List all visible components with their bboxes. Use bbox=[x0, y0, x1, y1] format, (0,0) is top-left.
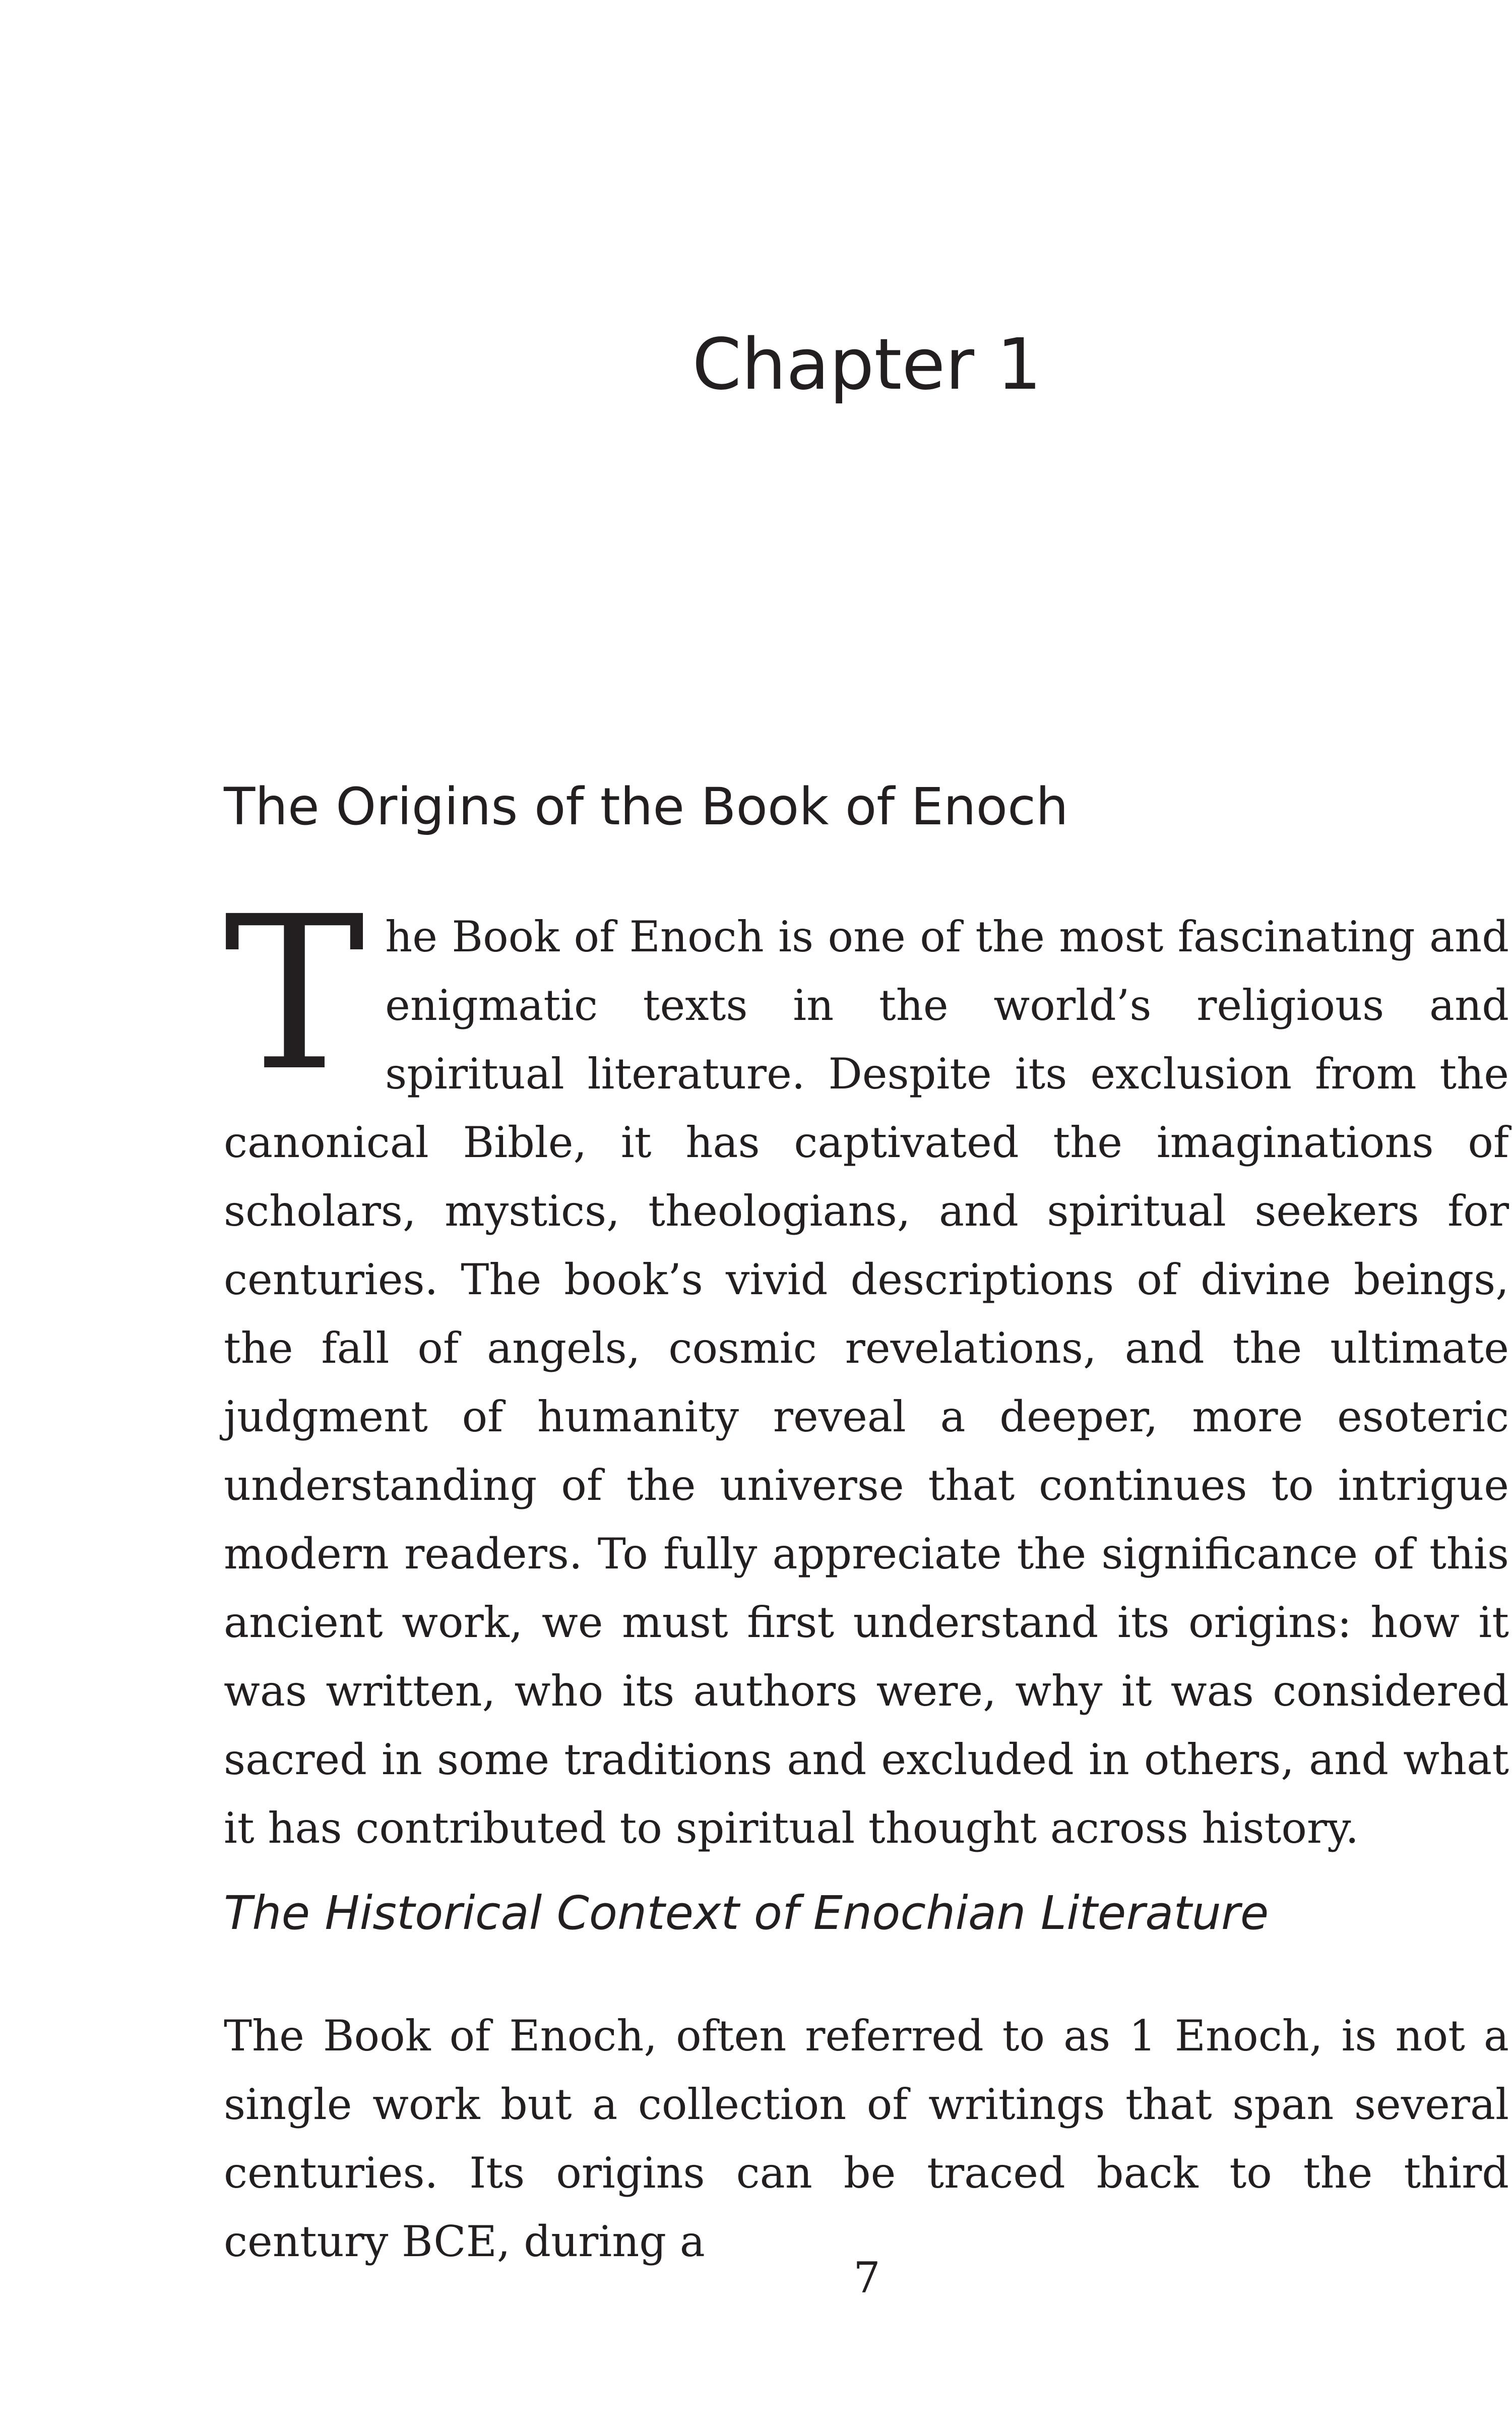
drop-cap-letter: T bbox=[224, 871, 365, 1118]
section-heading: The Origins of the Book of Enoch bbox=[224, 777, 1068, 837]
chapter-title: Chapter 1 bbox=[692, 324, 1042, 406]
subsection-heading: The Historical Context of Enochian Literature bbox=[224, 1886, 1269, 1940]
page-number: 7 bbox=[853, 2253, 880, 2303]
intro-paragraph bbox=[224, 871, 1509, 1862]
historical-context-paragraph: The Book of Enoch, often referred to as 1 Enoch, is not a single work but a collection of writings that span several centuries. Its origins can be traced back to the third century BCE, during a bbox=[224, 2011, 1509, 2266]
intro-paragraph-text: he Book of Enoch is one of the most fascinating and enigmatic texts in the world’s religious and spiritual literature. Despite its exclusion from the canonical Bible, it has captivated the imaginations of scholars, mystics, theologians, and spiritual seekers for centuries. The book’s vivid descriptions of divine beings, the fall of angels, cosmic revelations, and the ultimate judgment of humanity reveal a deeper, more esoteric understanding of the universe that continues to intrigue modern readers. To fully appreciate the significance of this ancient work, we must first understand its origins: how it was written, who its authors were, why it was considered sacred in some traditions and excluded in others, and what it has contributed to spiritual thought across history. bbox=[224, 912, 1509, 1853]
